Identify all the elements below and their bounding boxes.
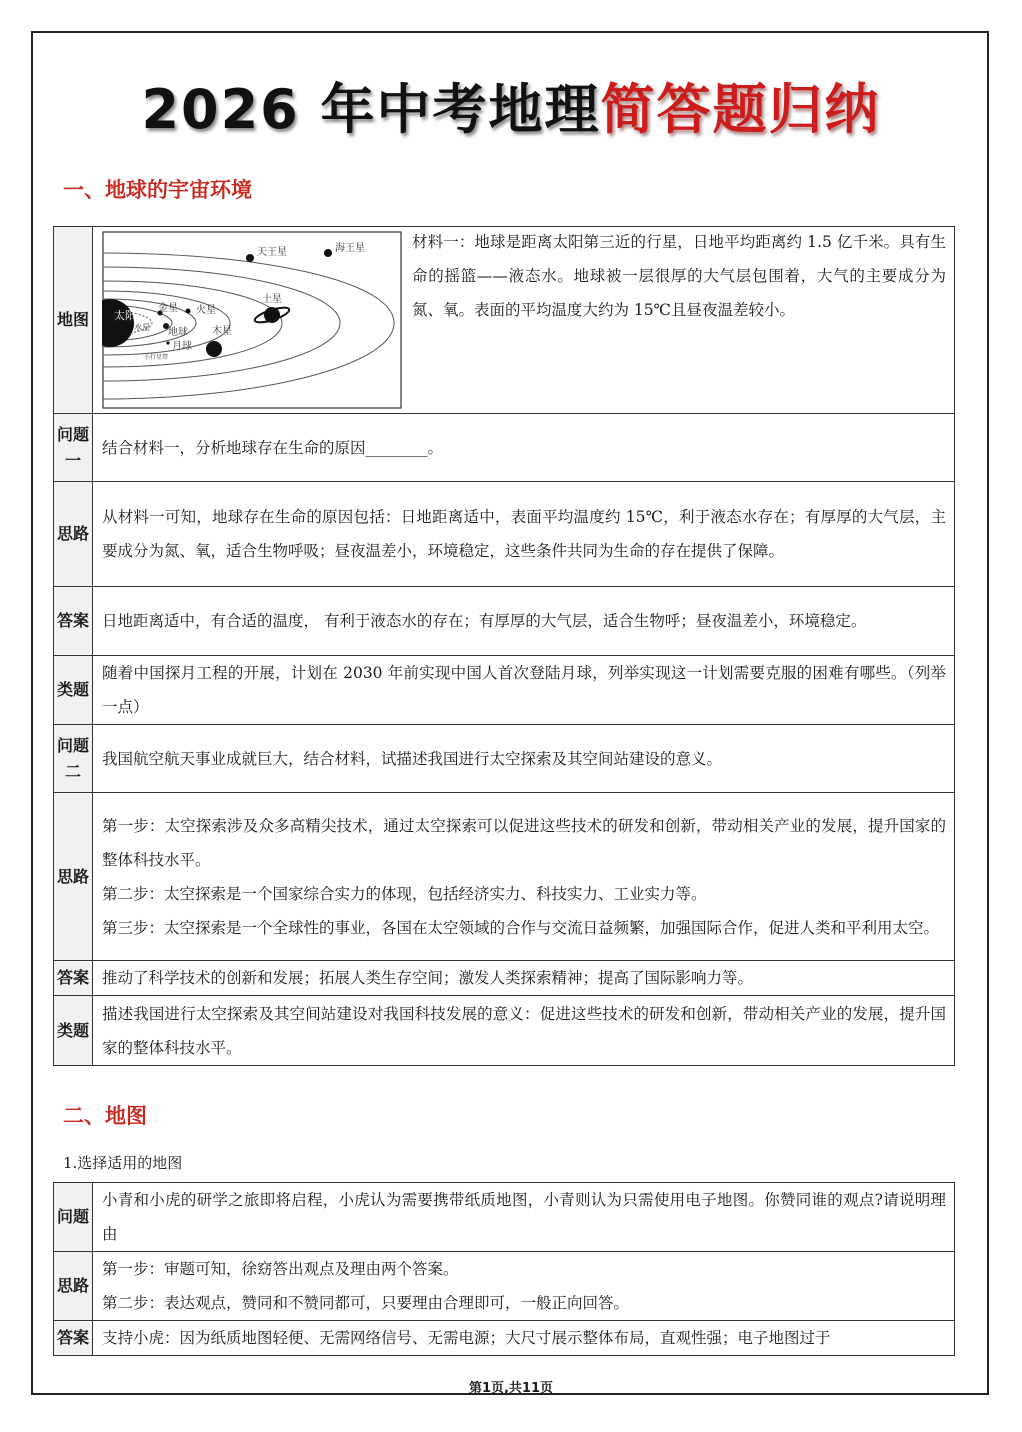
section-1-heading: 一、地球的宇宙环境 [63,178,252,202]
neptune-shape [324,249,332,257]
jupiter-label: 木星 [212,326,232,337]
row-label: 思路 [54,793,93,961]
table-row [54,996,955,1066]
uranus-shape [246,254,254,262]
uranus-label: 天王星 [257,247,287,258]
venus-label: 金星 [158,303,178,314]
title-red-part: 简答题归纳 [600,78,881,141]
table-row [54,414,955,482]
table-row [54,1321,955,1356]
row-label: 地图 [54,227,93,414]
row-content [93,1252,955,1321]
solar-system-diagram [102,231,402,409]
row-content: 日地距离适中，有合适的温度， 有利于液态水的存在；有厚厚的大气层，适合生物呼；昼夜温差小，环境稳定。 [93,587,955,656]
row-content: 小青和小虎的研学之旅即将启程，小虎认为需要携带纸质地图，小青则认为只需使用电子地图。你赞同谁的观点?请说明理由 [93,1183,955,1252]
step-1: 第一步：审题可知，徐窈答出观点及理由两个答案。 [102,1260,459,1278]
page-title [0,72,1022,148]
row-content: 从材料一可知，地球存在生命的原因包括：日地距离适中，表面平均温度约 15℃，利于液态水存在；有厚厚的大气层，主要成分为氮、氧，适合生物呼吸；昼夜温差小，环境稳定，这些条件共同为生命的存在提供了保障。 [93,482,955,587]
mars-shape [186,309,191,314]
asteroid-belt-label: 小行星带 [144,354,169,361]
table-row [54,961,955,996]
row-label: 类题 [54,996,93,1066]
row-content [93,793,955,961]
step-1: 第一步：太空探索涉及众多高精尖技术，通过太空探索可以促进这些技术的研发和创新，带动相关产业的发展，提升国家的整体科技水平。 [102,816,946,869]
title-black-part: 2026 年中考地理 [141,78,601,141]
step-3: 第三步：太空探索是一个全球性的事业，各国在太空领域的合作与交流日益频繁，加强国际合作，促进人类和平利用太空。 [102,918,940,937]
neptune-label: 海王星 [335,243,365,254]
row-label: 答案 [54,587,93,656]
map-cell [93,227,955,414]
row-label: 问题二 [54,725,93,793]
mars-label: 火星 [196,305,216,316]
table-row [54,656,955,725]
row-content: 支持小虎：因为纸质地图轻便、无需网络信号、无需电源；大尺寸展示整体布局，直观性强；电子地图过于 [93,1321,955,1356]
moon-label: 月球 [172,341,192,352]
section-2-subheading: 1.选择适用的地图 [63,1154,183,1172]
row-label: 类题 [54,656,93,725]
row-content: 我国航空航天事业成就巨大，结合材料，试描述我国进行太空探索及其空间站建设的意义。 [93,725,955,793]
material-text: 材料一：地球是距离太阳第三近的行星，日地平均距离约 1.5 亿千米。具有生命的摇篮——液态水。地球被一层很厚的大气层包围着，大气的主要成分为氮、氧。表面的平均温度大约为 15℃且昼夜温差较小。 [412,233,946,319]
row-label: 思路 [54,1252,93,1321]
section-1-table [53,226,955,1066]
table-row [54,587,955,656]
page-footer: 第1页,共11页 [468,1381,554,1396]
earth-label: 地球 [168,327,188,338]
section-2-heading: 二、地图 [63,1104,147,1128]
row-content: 结合材料一，分析地球存在生命的原因________。 [93,414,955,482]
table-row [54,725,955,793]
row-content: 推动了科学技术的创新和发展；拓展人类生存空间；激发人类探索精神；提高了国际影响力等。 [93,961,955,996]
step-2: 第二步：太空探索是一个国家综合实力的体现，包括经济实力、科技实力、工业实力等。 [102,884,707,903]
table-row [54,482,955,587]
row-label: 问题一 [54,414,93,482]
table-row [54,1252,955,1321]
moon-shape [166,341,169,344]
row-label: 答案 [54,961,93,996]
row-content: 随着中国探月工程的开展，计划在 2030 年前实现中国人首次登陆月球，列举实现这一计划需要克服的困难有哪些。（列举一点） [93,656,955,725]
step-2: 第二步：表达观点，赞同和不赞同都可，只要理由合理即可，一般正向回答。 [102,1294,630,1312]
jupiter-shape [206,341,222,357]
table-row [54,793,955,961]
row-label: 答案 [54,1321,93,1356]
mercury-label: 水星 [134,323,150,332]
table-row [54,227,955,414]
sun-label: 太阳 [114,309,136,322]
saturn-label: 土星 [262,294,282,305]
row-label: 思路 [54,482,93,587]
table-row [54,1183,955,1252]
row-label: 问题 [54,1183,93,1252]
section-2-table [53,1182,955,1356]
row-content: 描述我国进行太空探索及其空间站建设对我国科技发展的意义：促进这些技术的研发和创新，带动相关产业的发展，提升国家的整体科技水平。 [93,996,955,1066]
